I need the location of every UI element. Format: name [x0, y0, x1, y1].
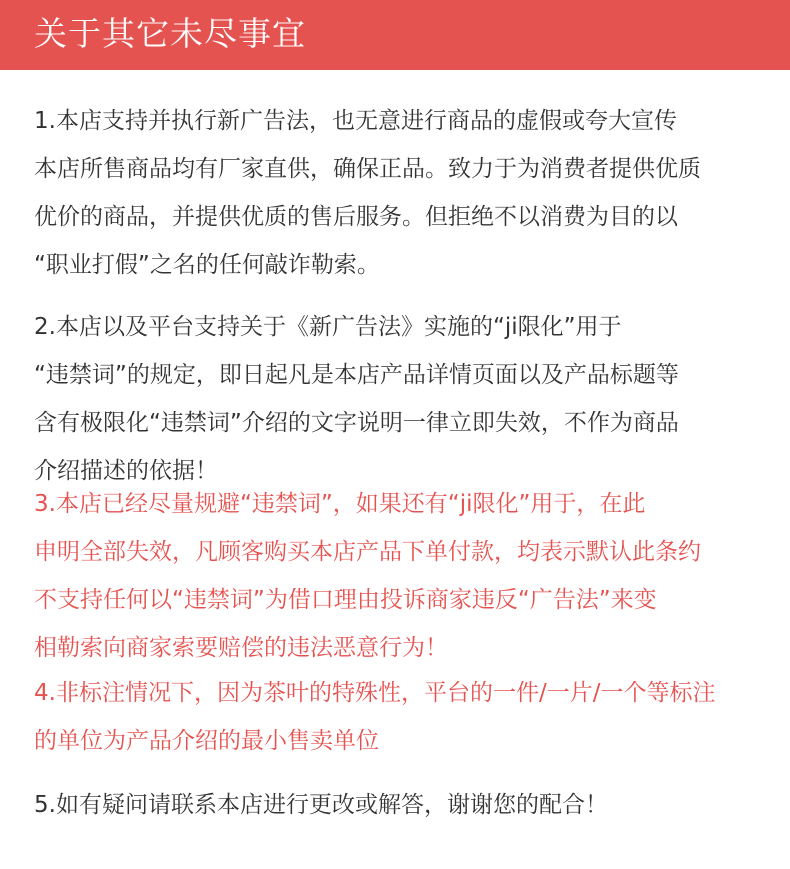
- paragraph-line: “职业打假”之名的任何敲诈勒索。: [34, 252, 380, 278]
- paragraph-5: [34, 781, 764, 829]
- paragraph-line: 4.非标注情况下，因为茶叶的特殊性，平台的一件/一片/一个等标注: [34, 680, 716, 706]
- paragraph-line: 的单位为产品介绍的最小售卖单位: [34, 728, 379, 754]
- paragraph-line: 3.本店已经尽量规避“违禁词”，如果还有“ji限化”用于，在此: [34, 491, 646, 517]
- paragraph-2: [34, 303, 764, 495]
- paragraph-line: 介绍描述的依据！: [34, 458, 218, 484]
- paragraph-line: 5.如有疑问请联系本店进行更改或解答，谢谢您的配合！: [34, 792, 608, 818]
- page-title: 关于其它未尽事宜: [34, 14, 306, 53]
- paragraph-line: “违禁词”的规定，即日起凡是本店产品详情页面以及产品标题等: [34, 362, 679, 388]
- paragraph-4-warning: [34, 669, 764, 765]
- paragraph-3-warning: [34, 480, 764, 672]
- paragraph-line: 不支持任何以“违禁词”为借口理由投诉商家违反“广告法”来变: [34, 587, 657, 613]
- paragraph-line: 1.本店支持并执行新广告法，也无意进行商品的虚假或夸大宣传: [34, 108, 677, 134]
- paragraph-line: 申明全部失效，凡顾客购买本店产品下单付款，均表示默认此条约: [34, 539, 701, 565]
- paragraph-line: 相勒索向商家索要赔偿的违法恶意行为！: [34, 635, 448, 661]
- header-bar: [0, 0, 790, 70]
- paragraph-line: 优价的商品，并提供优质的售后服务。但拒绝不以消费为目的以: [34, 204, 678, 230]
- paragraph-line: 本店所售商品均有厂家直供，确保正品。致力于为消费者提供优质: [34, 156, 701, 182]
- paragraph-1: [34, 97, 764, 289]
- paragraph-line: 2.本店以及平台支持关于《新广告法》实施的“ji限化”用于: [34, 314, 622, 340]
- paragraph-line: 含有极限化“违禁词”介绍的文字说明一律立即失效，不作为商品: [34, 410, 679, 436]
